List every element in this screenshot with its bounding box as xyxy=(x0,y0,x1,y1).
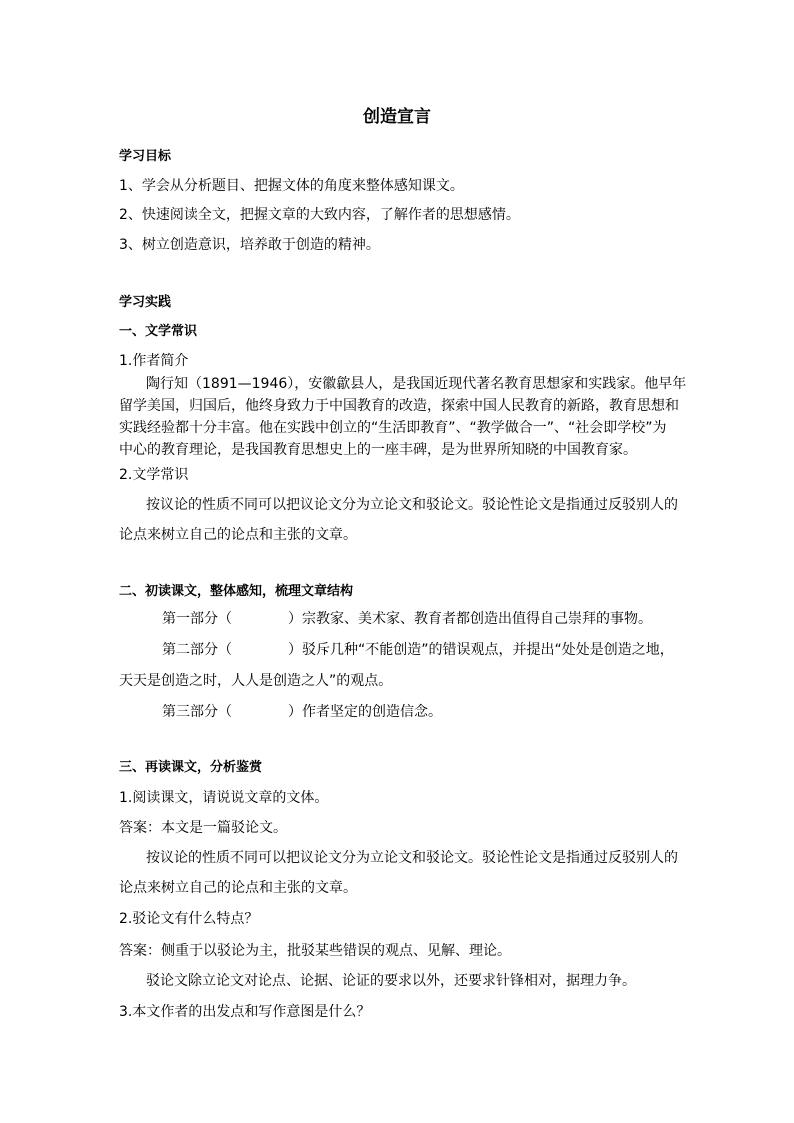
author-intro-heading: 1.作者简介 xyxy=(119,353,189,369)
answer-1-line: 按议论的性质不同可以把议论文分为立论文和驳论文。驳论性论文是指通过反驳别人的 xyxy=(146,850,678,866)
author-intro-line: 实践经验都十分丰富。他在实践中创立的“生活即教育”、“教学做合一”、“社会即学校”为 xyxy=(119,420,667,436)
question-2: 2.驳论文有什么特点？ xyxy=(119,911,259,927)
goal-item: 2、快速阅读全文，把握文章的大致内容，了解作者的思想感情。 xyxy=(119,207,520,223)
literature-line: 按议论的性质不同可以把议论文分为立论文和驳论文。驳论性论文是指通过反驳别人的 xyxy=(146,497,678,513)
goal-item: 3、树立创造意识，培养敢于创造的精神。 xyxy=(119,237,380,253)
part2-line: 天天是创造之时，人人是创造之人”的观点。 xyxy=(119,673,393,689)
learning-goals-heading: 学习目标 xyxy=(119,149,172,164)
answer-1-line: 论点来树立自己的论点和主张的文章。 xyxy=(119,880,357,896)
answer-2-line: 驳论文除立论文对论点、论据、论证的要求以外，还要求针锋相对，据理力争。 xyxy=(146,973,636,989)
section2-heading: 二、初读课文，整体感知，梳理文章结构 xyxy=(119,584,354,599)
literature-heading: 2.文学常识 xyxy=(119,467,189,483)
question-3: 3.本文作者的出发点和写作意图是什么？ xyxy=(119,1004,371,1020)
section3-heading: 三、再读课文，分析鉴赏 xyxy=(119,760,263,775)
question-1: 1.阅读课文，请说说文章的文体。 xyxy=(119,790,329,806)
goal-item: 1、学会从分析题目、把握文体的角度来整体感知课文。 xyxy=(119,178,464,194)
document-title: 创造宣言 xyxy=(363,107,431,127)
answer-2: 答案：侧重于以驳论为主，批驳某些错误的观点、见解、理论。 xyxy=(119,943,511,959)
part2-line: 第二部分（ ）驳斥几种“不能创造”的错误观点，并提出“处处是创造之地， xyxy=(162,642,674,658)
part1-line: 第一部分（ ）宗教家、美术家、教育者都创造出值得自己崇拜的事物。 xyxy=(162,611,652,627)
learning-practice-heading: 学习实践 xyxy=(119,295,172,310)
section1-heading: 一、文学常识 xyxy=(119,324,198,339)
answer-1: 答案：本文是一篇驳论文。 xyxy=(119,820,287,836)
part3-line: 第三部分（ ）作者坚定的创造信念。 xyxy=(162,704,442,720)
literature-line: 论点来树立自己的论点和主张的文章。 xyxy=(119,527,357,543)
author-intro-line: 中心的教育理论，是我国教育思想史上的一座丰碑，是为世界所知晓的中国教育家。 xyxy=(119,442,637,458)
author-intro-line: 陶行知（1891—1946），安徽歙县人，是我国近现代著名教育思想家和实践家。他早年 xyxy=(146,376,687,392)
author-intro-line: 留学美国，归国后，他终身致力于中国教育的改造，探索中国人民教育的新路，教育思想和 xyxy=(119,398,679,414)
